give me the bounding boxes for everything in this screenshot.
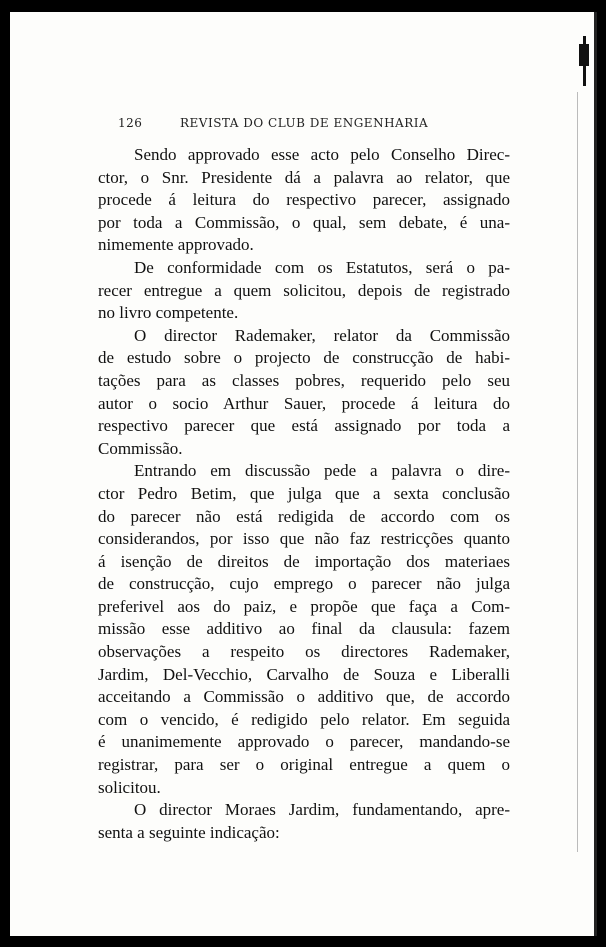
text-line: O director Rademaker, relator da Commissão — [134, 325, 510, 345]
paragraph — [98, 257, 510, 325]
text-line: considerandos, por isso que não faz restricções quanto — [98, 529, 510, 549]
text-line: missão esse additivo ao final da clausula: fazem — [98, 619, 510, 639]
text-line: Sendo approvado esse acto pelo Conselho Direc- — [134, 145, 510, 164]
text-line: preferivel aos do paiz, e propõe que faça a Com- — [98, 596, 510, 616]
text-line: de estudo sobre o projecto de construcção de habi- — [98, 348, 510, 368]
text-line: ctor Pedro Betim, que julga que a sexta conclusão — [98, 483, 510, 503]
text-line: no livro competente. — [98, 303, 239, 323]
paragraph — [98, 460, 510, 799]
text-line: por toda a Commissão, o qual, sem debate, é una- — [98, 212, 510, 232]
text-line: á isenção de direitos de importação dos materiaes — [98, 551, 510, 571]
page-number: 126 — [118, 116, 143, 130]
text-line: de construcção, cujo emprego o parecer não julga — [98, 574, 510, 594]
paragraph — [98, 325, 510, 461]
text-line: é unanimemente approvado o parecer, mandando-se — [98, 732, 510, 752]
text-line: registrar, para ser o original entregue a quem o — [98, 755, 510, 775]
text-line: nimemente approvado. — [98, 235, 254, 255]
text-line: O director Moraes Jardim, fundamentando, apre- — [134, 800, 510, 820]
text-line: Jardim, Del-Vecchio, Carvalho de Souza e Liberalli — [98, 664, 510, 684]
text-line: autor o socio Arthur Sauer, procede á leitura do — [98, 393, 510, 413]
text-line: Commissão. — [98, 438, 183, 458]
journal-title: REVISTA DO CLUB DE ENGENHARIA — [180, 116, 429, 130]
text-line: respectivo parecer que está assignado por toda a — [98, 416, 510, 436]
body-text — [98, 144, 510, 844]
scan-edge-mark — [567, 36, 586, 86]
paragraph — [98, 144, 510, 257]
text-line: acceitando a Commissão o additivo que, de accordo — [98, 687, 510, 707]
text-line: observações a respeito os directores Rademaker, — [98, 642, 510, 662]
scan-edge-rule — [577, 92, 578, 852]
text-line: De conformidade com os Estatutos, será o pa- — [134, 257, 510, 277]
text-line: tações para as classes pobres, requerido pelo seu — [98, 370, 510, 390]
text-line: solicitou. — [98, 777, 161, 797]
text-line: senta a seguinte indicação: — [98, 822, 280, 842]
paragraph — [98, 799, 510, 844]
text-line: ctor, o Snr. Presidente dá a palavra ao relator, que — [98, 167, 510, 187]
text-line: com o vencido, é redigido pelo relator. Em seguida — [98, 709, 510, 729]
text-line: recer entregue a quem solicitou, depois de registrado — [98, 280, 510, 300]
text-line: procede á leitura do respectivo parecer, assignado — [98, 190, 510, 210]
text-line: do parecer não está redigida de accordo com os — [98, 506, 510, 526]
text-line: Entrando em discussão pede a palavra o dire- — [134, 461, 510, 481]
